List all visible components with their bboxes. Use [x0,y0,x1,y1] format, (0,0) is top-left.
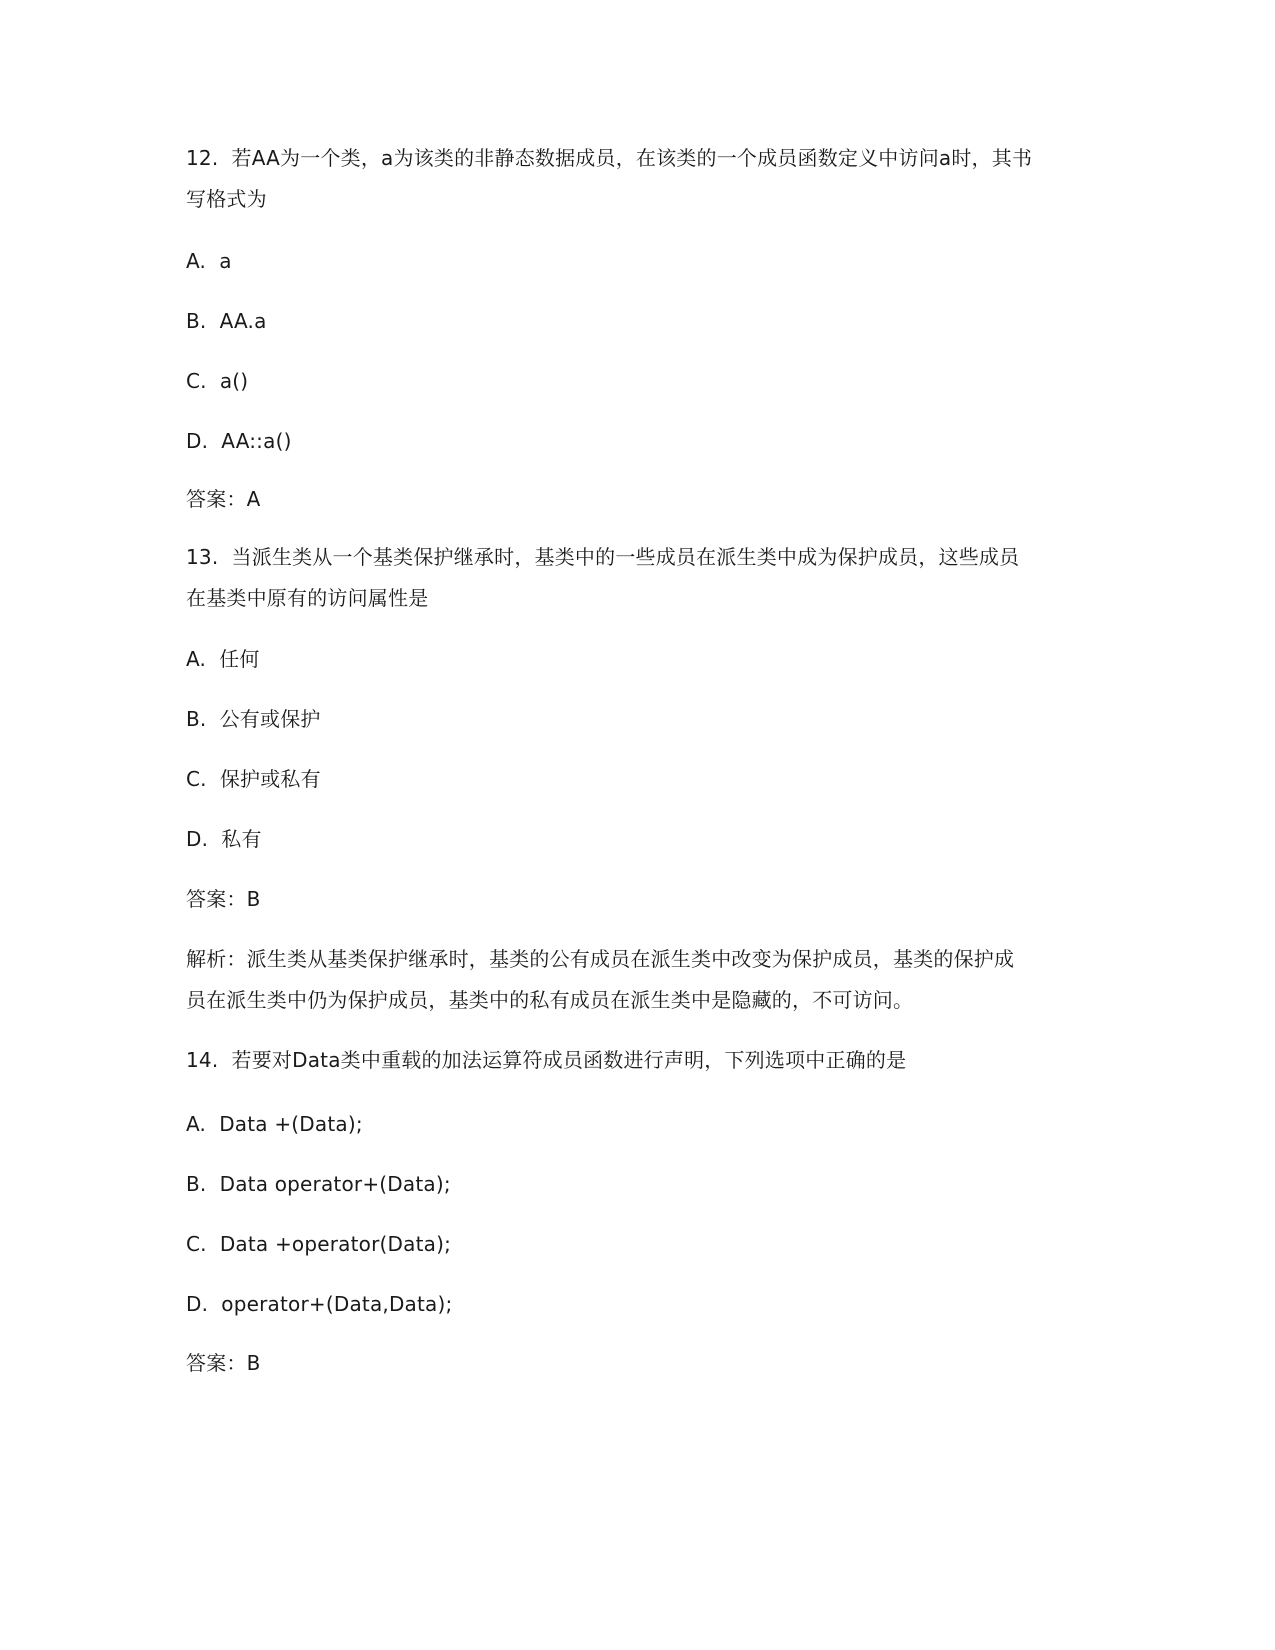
question-12-answer: 答案：A [186,487,261,511]
question-12-text: 12. 若AA为一个类，a为该类的非静态数据成员，在该类的一个成员函数定义中访问a时，其书 [186,146,1033,170]
question-13-text: 13. 当派生类从一个基类保护继承时，基类中的一些成员在派生类中成为保护成员，这些成员 [186,545,1020,569]
question-13-analysis-continued: 员在派生类中仍为保护成员，基类中的私有成员在派生类中是隐藏的，不可访问。 [186,988,914,1012]
question-13-option-d: D. 私有 [186,827,262,851]
question-14-option-a: A. Data +(Data); [186,1112,363,1136]
question-14-text: 14. 若要对Data类中重载的加法运算符成员函数进行声明，下列选项中正确的是 [186,1048,907,1072]
question-12-option-a: A. a [186,249,232,273]
question-12-option-d: D. AA::a() [186,429,292,453]
question-12-option-c: C. a() [186,369,249,393]
question-12-option-b: B. AA.a [186,309,267,333]
question-14-option-c: C. Data +operator(Data); [186,1232,452,1256]
question-13-option-c: C. 保护或私有 [186,767,321,791]
question-13-text-continued: 在基类中原有的访问属性是 [186,586,429,610]
question-14-option-b: B. Data operator+(Data); [186,1172,451,1196]
question-12-text-continued: 写格式为 [186,187,267,211]
question-13-analysis: 解析：派生类从基类保护继承时，基类的公有成员在派生类中改变为保护成员，基类的保护成 [186,947,1015,971]
question-13-answer: 答案：B [186,887,261,911]
question-13-option-b: B. 公有或保护 [186,707,321,731]
question-14-answer: 答案：B [186,1351,261,1375]
question-14-option-d: D. operator+(Data,Data); [186,1292,453,1316]
question-13-option-a: A. 任何 [186,647,260,671]
